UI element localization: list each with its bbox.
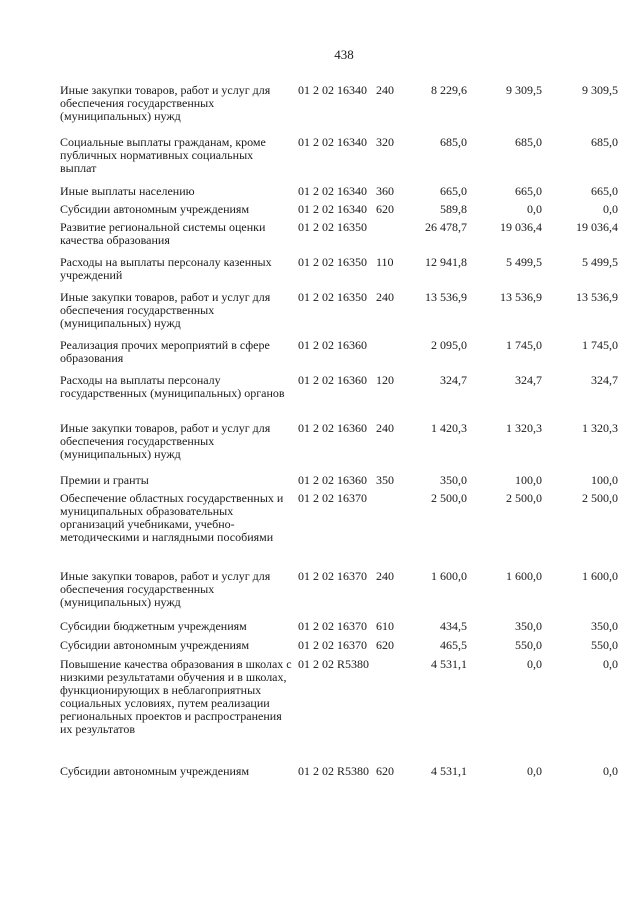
row-value-3: 2 500,0 [582,491,618,505]
row-value-1: 2 500,0 [431,491,467,505]
row-value-1: 465,5 [440,638,467,652]
table-row [60,185,626,203]
budget-table [60,84,626,783]
row-name: Расходы на выплаты персоналу казенных учреждений [60,255,272,282]
row-expense-type: 110 [376,255,394,269]
table-row [60,422,626,474]
row-name: Иные закупки товаров, работ и услуг для обеспечения государственных (муниципальных) нужд [60,290,271,330]
row-name: Расходы на выплаты персоналу государственных (муниципальных) органов [60,373,285,400]
table-row [60,136,626,185]
row-name: Иные закупки товаров, работ и услуг для обеспечения государственных (муниципальных) нужд [60,83,271,123]
row-value-3: 19 036,4 [576,220,618,234]
row-value-1: 4 531,1 [431,657,467,671]
row-value-2: 665,0 [515,184,542,198]
row-name: Премии и гранты [60,473,149,487]
table-row [60,256,626,291]
row-value-3: 665,0 [591,184,618,198]
row-value-1: 1 600,0 [431,569,467,583]
row-value-1: 12 941,8 [425,255,467,269]
row-name: Реализация прочих мероприятий в сфере образования [60,338,270,365]
row-value-3: 0,0 [603,764,618,778]
row-name: Развитие региональной системы оценки качества образования [60,220,266,247]
row-name: Иные закупки товаров, работ и услуг для обеспечения государственных (муниципальных) нужд [60,421,271,461]
row-expense-type: 620 [376,764,394,778]
row-code: 01 2 02 16360 [298,421,367,435]
row-code: 01 2 02 R5380 [298,657,370,671]
row-value-2: 1 320,3 [506,421,542,435]
row-value-1: 26 478,7 [425,220,467,234]
row-name: Иные закупки товаров, работ и услуг для обеспечения государственных (муниципальных) нужд [60,569,271,609]
table-row [60,639,626,658]
row-name: Субсидии автономным учреждениям [60,638,250,652]
row-value-3: 685,0 [591,135,618,149]
row-value-1: 324,7 [440,373,467,387]
row-value-2: 2 500,0 [506,491,542,505]
row-expense-type: 120 [376,373,394,387]
table-row [60,658,626,765]
row-value-2: 13 536,9 [500,290,542,304]
row-value-3: 1 320,3 [582,421,618,435]
row-value-2: 19 036,4 [500,220,542,234]
row-value-3: 324,7 [591,373,618,387]
row-expense-type: 240 [376,421,394,435]
row-value-2: 1 600,0 [506,569,542,583]
row-value-2: 0,0 [527,764,542,778]
row-code: 01 2 02 16370 [298,619,367,633]
row-code: 01 2 02 16340 [298,135,367,149]
row-value-3: 350,0 [591,619,618,633]
row-value-1: 685,0 [440,135,467,149]
row-expense-type: 240 [376,83,394,97]
row-value-1: 2 095,0 [431,338,467,352]
row-expense-type: 610 [376,619,394,633]
row-value-3: 5 499,5 [582,255,618,269]
table-row [60,339,626,374]
row-expense-type: 350 [376,473,394,487]
row-value-1: 13 536,9 [425,290,467,304]
table-row [60,492,626,570]
table-row [60,84,626,136]
row-name: Иные выплаты населению [60,184,195,198]
row-expense-type: 320 [376,135,394,149]
row-expense-type: 620 [376,202,394,216]
row-value-3: 100,0 [591,473,618,487]
row-value-2: 350,0 [515,619,542,633]
row-name: Социальные выплаты гражданам, кроме публичных нормативных социальных выплат [60,135,266,175]
row-code: 01 2 02 16370 [298,491,367,505]
row-value-1: 4 531,1 [431,764,467,778]
row-code: 01 2 02 16360 [298,373,367,387]
row-value-2: 0,0 [527,202,542,216]
page-number: 438 [334,47,354,62]
row-expense-type: 360 [376,184,394,198]
row-value-2: 324,7 [515,373,542,387]
table-row [60,765,626,783]
row-value-1: 350,0 [440,473,467,487]
row-value-3: 9 309,5 [582,83,618,97]
row-value-1: 1 420,3 [431,421,467,435]
row-value-3: 1 745,0 [582,338,618,352]
row-value-3: 13 536,9 [576,290,618,304]
row-code: 01 2 02 16370 [298,638,367,652]
row-code: 01 2 02 16350 [298,220,367,234]
row-value-1: 434,5 [440,619,467,633]
row-value-1: 665,0 [440,184,467,198]
row-value-2: 685,0 [515,135,542,149]
row-code: 01 2 02 16360 [298,473,367,487]
row-name: Обеспечение областных государственных и муниципальных образовательных организаций учебниками, учебно-методическими и наглядными пособиями [60,491,284,544]
table-row [60,291,626,339]
row-value-1: 8 229,6 [431,83,467,97]
row-value-3: 550,0 [591,638,618,652]
row-code: 01 2 02 16370 [298,569,367,583]
row-code: 01 2 02 16340 [298,83,367,97]
table-row [60,620,626,639]
table-row [60,203,626,221]
row-code: 01 2 02 16350 [298,255,367,269]
row-value-2: 0,0 [527,657,542,671]
row-name: Субсидии автономным учреждениям [60,764,250,778]
table-row [60,374,626,422]
row-value-3: 1 600,0 [582,569,618,583]
row-code: 01 2 02 16340 [298,202,367,216]
row-value-3: 0,0 [603,202,618,216]
row-value-2: 550,0 [515,638,542,652]
row-value-2: 9 309,5 [506,83,542,97]
row-expense-type: 620 [376,638,394,652]
row-code: 01 2 02 16340 [298,184,367,198]
row-expense-type: 240 [376,290,394,304]
table-row [60,570,626,620]
row-name: Субсидии автономным учреждениям [60,202,250,216]
row-expense-type: 240 [376,569,394,583]
row-value-2: 5 499,5 [506,255,542,269]
row-value-2: 1 745,0 [506,338,542,352]
row-code: 01 2 02 R5380 [298,764,370,778]
row-value-3: 0,0 [603,657,618,671]
row-code: 01 2 02 16360 [298,338,367,352]
row-name: Повышение качества образования в школах с низкими результатами обучения и в школах, функционирующих в неблагоприятных социальных условиях, путем реализации региональных проектов и распространения их результатов [60,657,292,736]
row-value-1: 589,8 [440,202,467,216]
row-code: 01 2 02 16350 [298,290,367,304]
row-name: Субсидии бюджетным учреждениям [60,619,247,633]
table-row [60,221,626,256]
row-value-2: 100,0 [515,473,542,487]
table-row [60,474,626,492]
